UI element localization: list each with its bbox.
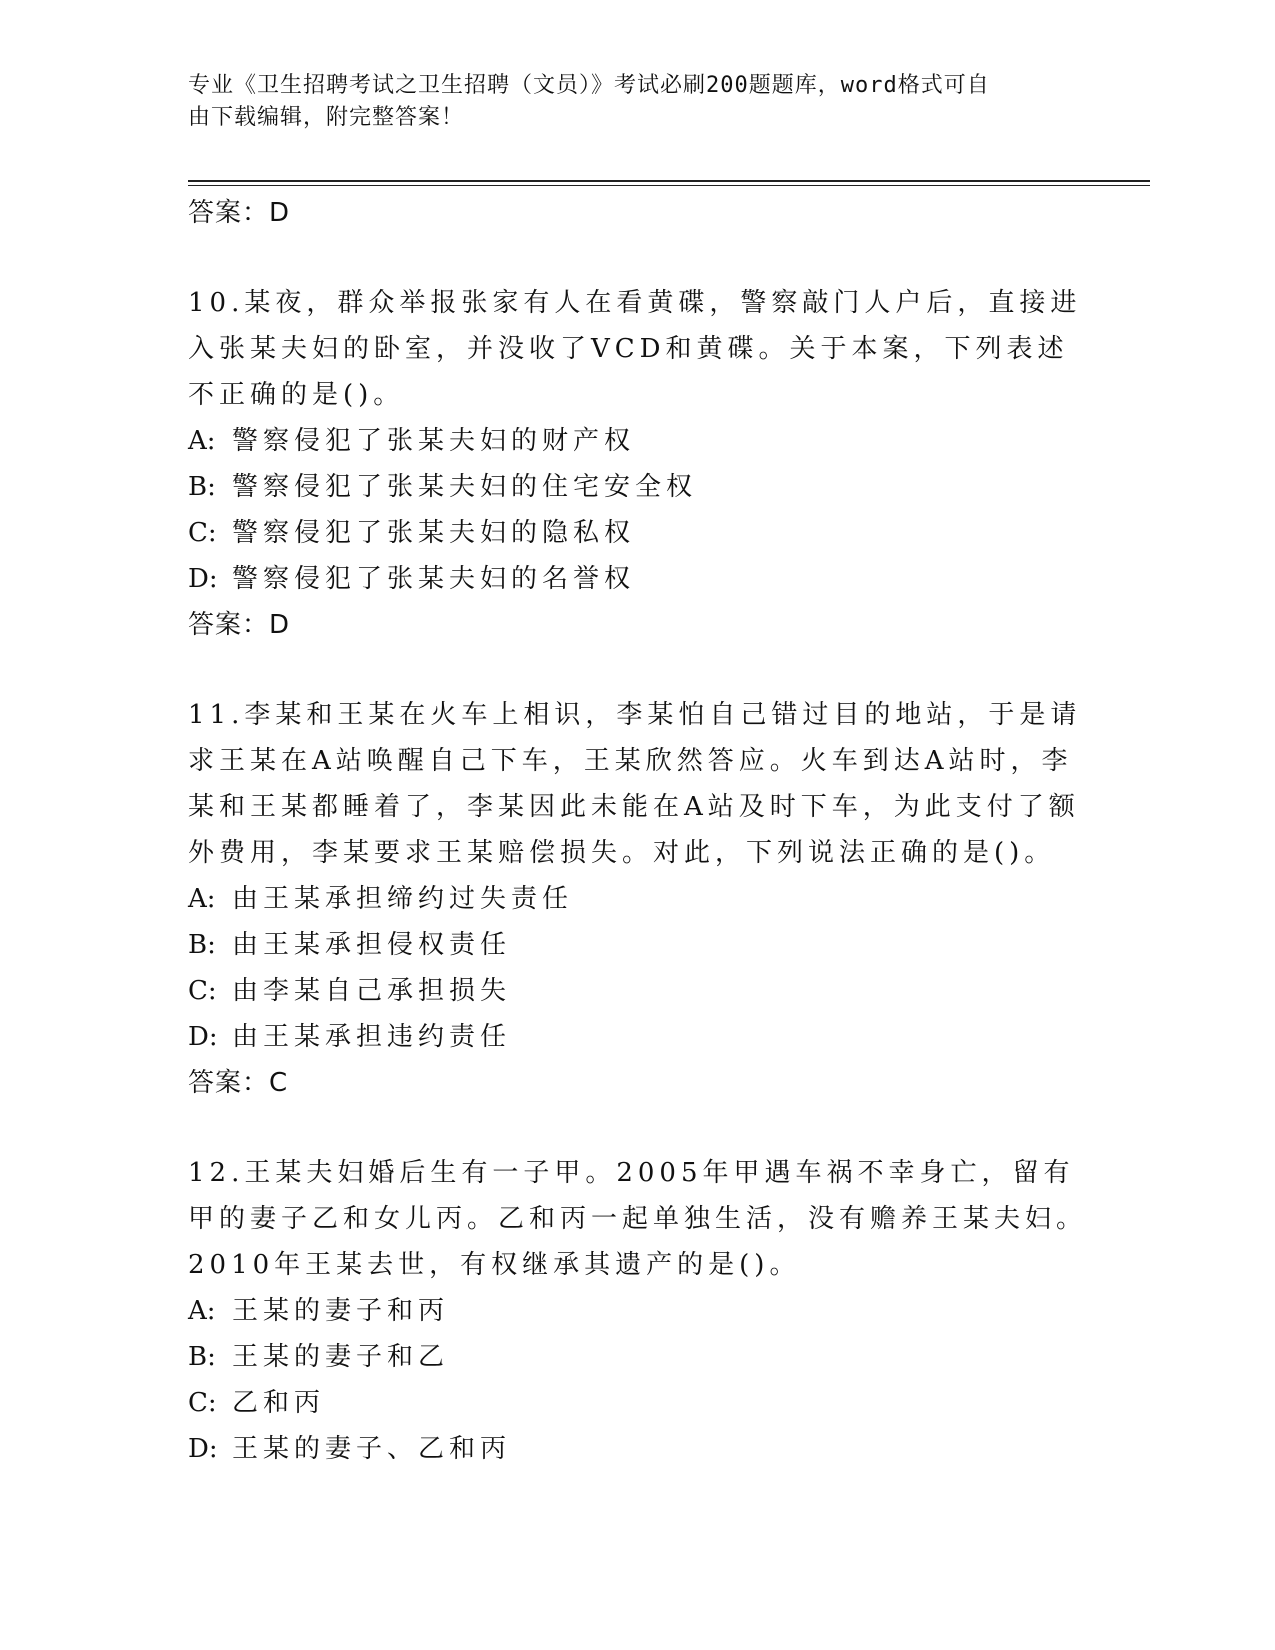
option-text: 警察侵犯了张某夫妇的财产权 (232, 426, 636, 456)
option-text: 王某的妻子和丙 (232, 1296, 450, 1326)
option-key: D: (188, 1434, 218, 1464)
option-d (188, 1014, 1088, 1060)
option-key: B: (188, 472, 216, 502)
option-key: A: (188, 1296, 216, 1326)
option-text: 乙和丙 (232, 1388, 326, 1418)
header-line-1: 专业《卫生招聘考试之卫生招聘（文员）》考试必刷200题题库，word格式可自 (188, 73, 990, 98)
answer-line: 答案：D (188, 610, 291, 640)
question-11 (188, 692, 1088, 1106)
question-list (188, 190, 1088, 1472)
option-a (188, 418, 1088, 464)
option-c (188, 968, 1088, 1014)
option-key: A: (188, 884, 216, 914)
option-key: D: (188, 1022, 218, 1052)
option-c (188, 510, 1088, 556)
option-key: B: (188, 930, 216, 960)
question-text: 10.某夜，群众举报张家有人在看黄碟，警察敲门人户后，直接进入张某夫妇的卧室，并没收了VCD和黄碟。关于本案，下列表述不正确的是()。 (188, 288, 1082, 410)
option-text: 王某的妻子和乙 (232, 1342, 450, 1372)
answer-line: 答案：D (188, 198, 291, 228)
option-a (188, 1288, 1088, 1334)
answer-line: 答案：C (188, 1068, 289, 1098)
option-d (188, 556, 1088, 602)
option-b (188, 922, 1088, 968)
option-text: 由王某承担侵权责任 (232, 930, 512, 960)
question-text: 12.王某夫妇婚后生有一子甲。2005年甲遇车祸不幸身亡，留有甲的妻子乙和女儿丙。乙和丙一起单独生活，没有赡养王某夫妇。2010年王某去世，有权继承其遗产的是()。 (188, 1158, 1088, 1280)
option-c (188, 1380, 1088, 1426)
option-b (188, 1334, 1088, 1380)
header-line-2: 由下载编辑，附完整答案！ (188, 105, 465, 130)
header-divider (188, 180, 1150, 182)
option-b (188, 464, 1088, 510)
option-text: 王某的妻子、乙和丙 (232, 1434, 512, 1464)
option-text: 警察侵犯了张某夫妇的名誉权 (232, 564, 636, 594)
option-text: 警察侵犯了张某夫妇的隐私权 (232, 518, 636, 548)
option-key: D: (188, 564, 218, 594)
option-text: 警察侵犯了张某夫妇的住宅安全权 (232, 472, 698, 502)
question-10 (188, 280, 1088, 648)
question-text: 11.李某和王某在火车上相识，李某怕自己错过目的地站，于是请求王某在A站唤醒自己下车，王某欣然答应。火车到达A站时，李某和王某都睡着了，李某因此未能在A站及时下车，为此支付了额外费用，李某要求王某赔偿损失。对此，下列说法正确的是()。 (188, 700, 1082, 868)
question-12 (188, 1150, 1088, 1472)
option-key: A: (188, 426, 216, 456)
option-text: 由王某承担违约责任 (232, 1022, 512, 1052)
document-header (188, 70, 1068, 134)
option-key: B: (188, 1342, 216, 1372)
option-a (188, 876, 1088, 922)
option-key: C: (188, 976, 217, 1006)
header-divider-thin (188, 185, 1150, 186)
option-key: C: (188, 518, 217, 548)
option-text: 由李某自己承担损失 (232, 976, 512, 1006)
option-d (188, 1426, 1088, 1472)
option-text: 由王某承担缔约过失责任 (232, 884, 574, 914)
option-key: C: (188, 1388, 217, 1418)
